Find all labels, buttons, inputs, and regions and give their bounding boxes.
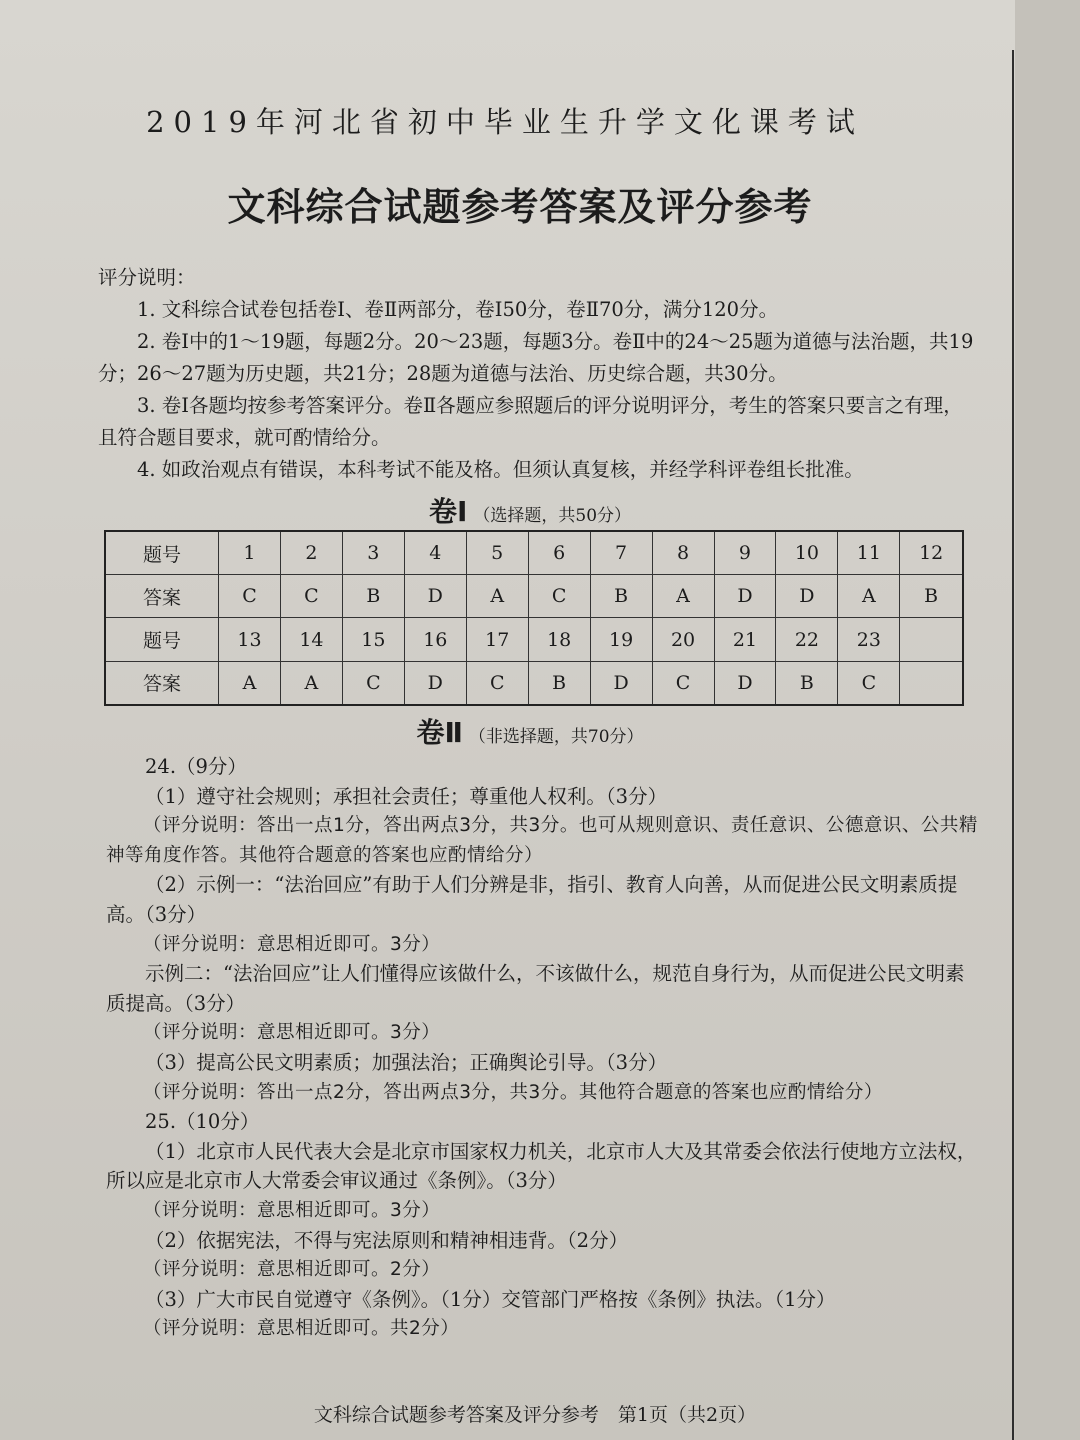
answer-table-row — [105, 618, 963, 661]
answer-table-cell: A — [466, 575, 528, 618]
answer-table-cell: A — [219, 661, 281, 705]
answer-table-cell: A — [652, 575, 714, 618]
scoring-remark: （评分说明：意思相近即可。3分） — [143, 1199, 441, 1221]
answer-table-cell: C — [652, 661, 714, 705]
scoring-remark: （评分说明：答出一点1分，答出两点3分，共3分。也可从规则意识、责任意识、公德意识、公共精神等角度作答。其他符合题意的答案也应酌情给分） — [106, 815, 978, 866]
answer-table-cell: 16 — [404, 618, 466, 661]
answer-content — [106, 752, 982, 1344]
answer-table-cell: B — [342, 575, 404, 618]
answer-paragraph: （1）北京市人民代表大会是北京市国家权力机关，北京市人大及其常委会依法行使地方立法权，所以应是北京市人大常委会审议通过《条例》。（3分） — [106, 1139, 977, 1193]
answer-table-cell: 19 — [590, 618, 652, 661]
answer-table-row — [105, 531, 963, 575]
exam-title: 2019年河北省初中毕业生升学文化课考试 — [146, 105, 864, 139]
answer-table-cell: 1 — [219, 531, 281, 575]
scoring-remark: （评分说明：意思相近即可。3分） — [143, 1022, 441, 1044]
scoring-note-item: 1. 文科综合试卷包括卷Ⅰ、卷Ⅱ两部分，卷Ⅰ50分，卷Ⅱ70分，满分120分。 — [137, 298, 779, 321]
scoring-remark: （评分说明：意思相近即可。3分） — [143, 933, 441, 955]
answer-table-row-label: 题号 — [105, 531, 219, 575]
answer-table-cell: C — [219, 575, 281, 618]
answer-table-cell: 10 — [776, 531, 838, 575]
answer-table-cell: B — [900, 575, 963, 618]
answer-table-row-label: 题号 — [105, 618, 219, 661]
answer-table-cell: 13 — [219, 618, 281, 661]
section2-title: 卷Ⅱ — [416, 716, 463, 749]
answer-table-cell: 15 — [342, 618, 404, 661]
answer-table-cell: C — [342, 661, 404, 705]
answer-table-cell: D — [404, 661, 466, 705]
answer-table-cell: 11 — [838, 531, 900, 575]
scoring-remark: （评分说明：意思相近即可。共2分） — [143, 1318, 460, 1340]
section1-subtitle: （选择题，共50分） — [473, 506, 632, 526]
answer-table-cell: D — [776, 575, 838, 618]
answer-table-cell: 7 — [590, 531, 652, 575]
answer-table-cell: C — [280, 575, 342, 618]
scoring-note-item: 2. 卷Ⅰ中的1～19题，每题2分。20～23题，每题3分。卷Ⅱ中的24～25题为道德与法治题，共19分；26～27题为历史题，共21分；28题为道德与法治、历史综合题，共30分。 — [98, 330, 974, 385]
answer-paragraph: （3）提高公民文明素质；加强法治；正确舆论引导。（3分） — [145, 1050, 668, 1074]
document-title: 文科综合试题参考答案及评分参考 — [227, 185, 813, 229]
answer-table-cell: 18 — [528, 618, 590, 661]
answer-table-cell: 8 — [652, 531, 714, 575]
answer-table-cell: 6 — [528, 531, 590, 575]
answer-table-row — [105, 575, 963, 618]
page-footer: 文科综合试题参考答案及评分参考 第1页（共2页） — [313, 1404, 757, 1426]
answer-table-cell: 9 — [714, 531, 776, 575]
answer-paragraph: （1）遵守社会规则；承担社会责任；尊重他人权利。（3分） — [145, 784, 668, 808]
answer-table-cell: B — [528, 661, 590, 705]
answer-table-cell: 5 — [466, 531, 528, 575]
answer-table-cell: D — [714, 661, 776, 705]
answer-table-cell — [900, 618, 963, 661]
answer-table-cell: A — [280, 661, 342, 705]
question-heading: 25.（10分） — [145, 1110, 260, 1134]
answer-table-cell: 12 — [900, 531, 963, 575]
answer-table-row-label: 答案 — [105, 575, 219, 618]
answer-table-cell: 20 — [652, 618, 714, 661]
answer-table-cell: 21 — [714, 618, 776, 661]
scoring-note-item: 3. 卷Ⅰ各题均按参考答案评分。卷Ⅱ各题应参照题后的评分说明评分，考生的答案只要言之有理，且符合题目要求，就可酌情给分。 — [98, 394, 963, 449]
answer-paragraph: （2）依据宪法，不得与宪法原则和精神相违背。（2分） — [145, 1228, 629, 1252]
answer-table-cell: B — [590, 575, 652, 618]
answer-table-cell: 4 — [404, 531, 466, 575]
answer-table-cell: B — [776, 661, 838, 705]
answer-paragraph: 示例二：“法治回应”让人们懂得应该做什么，不该做什么，规范自身行为，从而促进公民文明素质提高。（3分） — [106, 962, 965, 1015]
answer-table-cell: D — [404, 575, 466, 618]
scoring-note-item: 4. 如政治观点有错误，本科考试不能及格。但须认真复核，并经学科评卷组长批准。 — [137, 458, 864, 481]
scoring-notes-heading: 评分说明： — [98, 266, 196, 289]
answer-table-cell: 2 — [280, 531, 342, 575]
answer-table-row — [105, 661, 963, 705]
section1-title: 卷Ⅰ — [428, 495, 468, 528]
answer-table-cell: A — [838, 575, 900, 618]
section1-heading — [0, 490, 1060, 530]
answer-table-cell: 14 — [280, 618, 342, 661]
answer-table-cell: 23 — [838, 618, 900, 661]
section2-subtitle: （非选择题，共70分） — [468, 727, 644, 747]
question-heading: 24.（9分） — [145, 755, 247, 778]
answer-table-cell: 17 — [466, 618, 528, 661]
answer-table-cell — [900, 661, 963, 705]
answer-table — [104, 530, 964, 706]
answer-table-cell: C — [838, 661, 900, 705]
answer-paragraph: （3）广大市民自觉遵守《条例》。（1分）交管部门严格按《条例》执法。（1分） — [145, 1287, 836, 1311]
answer-table-cell: C — [466, 661, 528, 705]
answer-table-cell: D — [714, 575, 776, 618]
scoring-remark: （评分说明：答出一点2分，答出两点3分，共3分。其他符合题意的答案也应酌情给分） — [143, 1081, 883, 1103]
answer-table-cell: 3 — [342, 531, 404, 575]
answer-table-cell: 22 — [776, 618, 838, 661]
section2-heading — [0, 711, 1060, 751]
answer-paragraph: （2）示例一：“法治回应”有助于人们分辨是非，指引、教育人向善，从而促进公民文明素质提高。（3分） — [106, 873, 958, 926]
scoring-notes — [98, 262, 978, 486]
answer-table-row-label: 答案 — [105, 661, 219, 705]
answer-table-cell: D — [590, 661, 652, 705]
answer-table-cell: C — [528, 575, 590, 618]
scoring-remark: （评分说明：意思相近即可。2分） — [143, 1259, 441, 1281]
